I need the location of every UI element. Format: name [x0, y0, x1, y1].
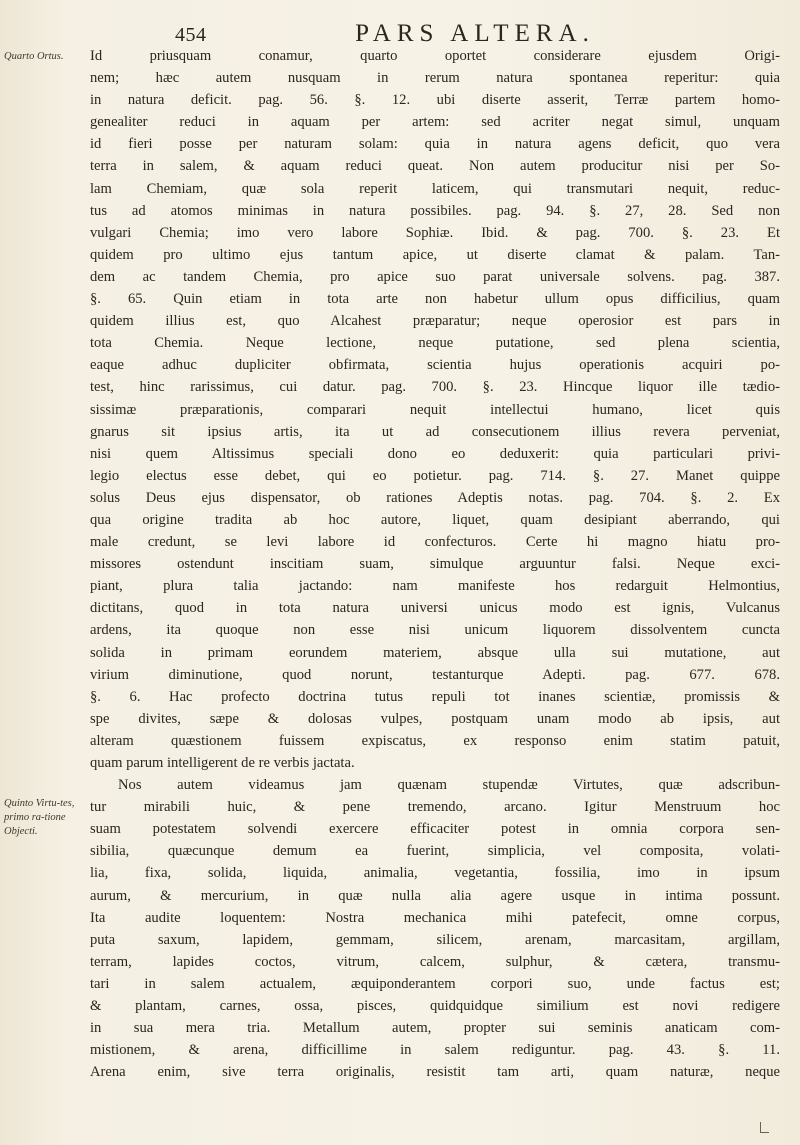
text-line: quidem illius est, quo Alcahest præparatur; neque operosior est pars in	[90, 313, 780, 330]
text-line: nisi quem Altissimus speciali dono eo deduxerit: quia particulari privi-	[90, 445, 780, 462]
text-line: id fieri posse per naturam solam: quia in natura agens deficit, quo vera	[90, 136, 780, 153]
text-line: solus Deus ejus dispensator, ob rationes Adeptis notas. pag. 704. §. 2. Ex	[90, 489, 780, 506]
margin-note-virtutes: Quinto Virtu-tes, primo ra-tione Objecti.	[4, 798, 75, 837]
running-head: PARS ALTERA.	[355, 20, 595, 47]
body-text	[90, 45, 780, 1083]
text-line: legio electus esse debet, qui eo potietur. pag. 714. §. 27. Manet quippe	[90, 467, 780, 484]
text-line: dem ac tandem Chemia, pro apice suo parat universale solvens. pag. 387.	[90, 268, 780, 285]
text-line: sissimæ præparationis, comparari nequit intellectui humano, licet quis	[90, 401, 780, 418]
text-line: virium diminutione, quod norunt, testanturque Adepti. pag. 677. 678.	[90, 666, 780, 683]
text-line: spe divites, sæpe & dolosas vulpes, postquam unam modo ab ipsis, aut	[90, 710, 780, 727]
text-line: sibilia, quæcunque demum ea fuerint, simplicia, vel composita, volati-	[90, 843, 780, 860]
corner-mark	[760, 1122, 769, 1133]
text-line: genealiter reduci in aquam per artem: sed acriter negat simul, unquam	[90, 114, 780, 131]
text-line: in natura deficit. pag. 56. §. 12. ubi diserte asserit, Terræ partem homo-	[90, 92, 780, 109]
text-line: mistionem, & arena, difficillime in salem rediguntur. pag. 43. §. 11.	[90, 1042, 780, 1059]
text-line: test, hinc rarissimus, cui datur. pag. 700. §. 23. Hincque liquor ille tædio-	[90, 379, 780, 396]
text-line: Nos autem videamus jam quænam stupendæ Virtutes, quæ adscribun-	[118, 777, 780, 794]
text-line: Ita audite loquentem: Nostra mechanica mihi patefecit, omne corpus,	[90, 909, 780, 926]
text-line: in sua mera tria. Metallum autem, propter sui seminis anaticam com-	[90, 1020, 780, 1037]
text-line: tur mirabili huic, & pene tremendo, arcano. Igitur Menstruum hoc	[90, 799, 780, 816]
text-line: Arena enim, sive terra originalis, resistit tam arti, quam naturæ, neque	[90, 1064, 780, 1081]
text-line: lam Chemiam, quæ sola reperit laticem, qui transmutari nequit, reduc-	[90, 180, 780, 197]
text-line: solida in primam eorundem materiem, absque ulla sui mutatione, aut	[90, 644, 780, 661]
text-line: tari in salem actualem, æquiponderantem corpori suo, unde factus est;	[90, 975, 780, 992]
text-line: quidem pro ultimo ejus tantum apice, ut diserte clamat & palam. Tan-	[90, 246, 780, 263]
text-line: missores ostendunt inscitiam suam, simulque arguuntur falsi. Neque exci-	[90, 556, 780, 573]
text-line: quam parum intelligerent de re verbis jactata.	[90, 755, 355, 771]
text-line: nem; hæc autem nusquam in rerum natura spontanea reperitur: quia	[90, 70, 780, 87]
text-line: puta saxum, lapidem, gemmam, silicem, arenam, marcasitam, argillam,	[90, 931, 780, 948]
text-line: tus ad atomos minimas in natura possibiles. pag. 94. §. 27, 28. Sed non	[90, 202, 780, 219]
text-line: ardens, ita quoque non esse nisi unicum liquorem dissolventem cuncta	[90, 622, 780, 639]
page-number: 454	[175, 24, 207, 46]
text-line: & plantam, carnes, ossa, pisces, quidquidque similium est novi redigere	[90, 998, 780, 1015]
text-line: lia, fixa, solida, liquida, animalia, vegetantia, fossilia, imo in ipsum	[90, 865, 780, 882]
text-line: aurum, & mercurium, in quæ nulla alia agere usque in intima possunt.	[90, 887, 780, 904]
text-line: terram, lapides coctos, vitrum, calcem, sulphur, & cætera, transmu-	[90, 953, 780, 970]
text-line: Id priusquam conamur, quarto oportet considerare ejusdem Origi-	[90, 48, 780, 64]
text-line: §. 65. Quin etiam in tota arte non habetur ullum opus difficilius, quam	[90, 291, 780, 308]
text-line: eaque adhuc dupliciter obfirmata, scientia hujus operationis acquiri po-	[90, 357, 780, 374]
text-line: §. 6. Hac profecto doctrina tutus repuli tot inanes scientiæ, promissis &	[90, 688, 780, 705]
text-line: terra in salem, & aquam reduci queat. Non autem producitur nisi per So-	[90, 158, 780, 175]
text-line: suam potestatem solvendi exercere efficaciter potest in omnia corpora sen-	[90, 821, 780, 838]
text-line: vulgari Chemia; imo vero labore Sophiæ. Ibid. & pag. 700. §. 23. Et	[90, 224, 780, 241]
text-line: dictitans, quod in tota natura universi unicus modo est ignis, Vulcanus	[90, 600, 780, 617]
text-line: gnarus sit ipsius artis, ita ut ad consecutionem illius revera perveniat,	[90, 423, 780, 440]
text-line: piant, plura talia jactando: nam manifeste hos redarguit Helmontius,	[90, 578, 780, 595]
text-line: male credunt, se levi labore id confecturos. Certe hi magno hiatu pro-	[90, 534, 780, 551]
text-line: qua origine tradita ab hoc autore, liquet, quam desipiant aberrando, qui	[90, 511, 780, 528]
text-line: tota Chemia. Neque lectione, neque putatione, sed plena scientia,	[90, 335, 780, 352]
text-line: alteram quæstionem fuissem expiscatus, ex responso enim statim patuit,	[90, 732, 780, 749]
margin-note-ortus: Quarto Ortus.	[4, 51, 64, 62]
